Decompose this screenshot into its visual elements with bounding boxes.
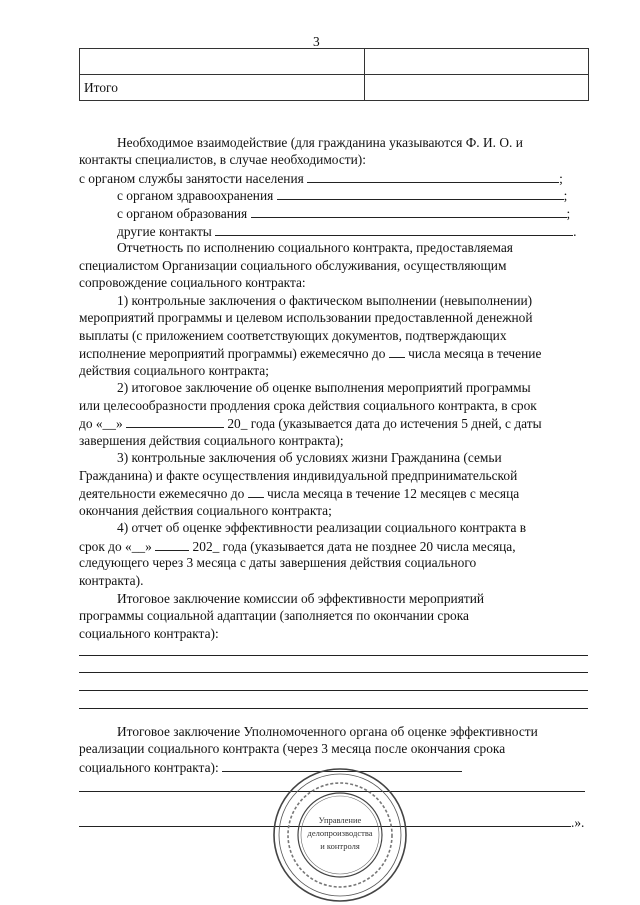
item4-text: 202_ года (указывается дата не позднее 20 числа месяца,	[192, 539, 516, 554]
table-cell	[80, 49, 365, 75]
health-blank	[277, 187, 564, 200]
item2-line	[79, 415, 542, 432]
employment-contact-row	[79, 170, 563, 187]
stamp-text: Управление	[318, 815, 362, 825]
table-row	[80, 75, 589, 101]
authorized-text: социального контракта):	[79, 760, 219, 775]
month-blank	[126, 415, 224, 428]
punct: ;	[563, 188, 568, 203]
item2-text: до «__»	[79, 416, 123, 431]
item3-line: окончания действия социального контракта;	[79, 503, 332, 518]
punct: ;	[559, 171, 563, 186]
item4-text: срок до «__»	[79, 539, 152, 554]
item1-line: выплаты (с приложением соответствующих документов, подтверждающих	[79, 328, 507, 343]
stamp-text: и контроля	[320, 841, 360, 851]
commission-line: социального контракта):	[79, 626, 219, 641]
table-cell-total-label: Итого	[80, 75, 365, 101]
item3-line: 3) контрольные заключения об условиях жизни Гражданина (семьи	[117, 450, 502, 465]
employment-blank	[307, 170, 559, 183]
item2-line: 2) итоговое заключение об оценке выполнения мероприятий программы	[117, 380, 531, 395]
authorized-line: Итоговое заключение Уполномоченного органа об оценке эффективности	[117, 724, 538, 739]
page-number: 3	[313, 34, 320, 49]
reporting-line: сопровождение социального контракта:	[79, 275, 306, 290]
item3-line: Гражданина) и факте осуществления индивидуальной предпринимательской	[79, 468, 518, 483]
punct: .	[573, 224, 577, 239]
day-blank	[389, 345, 405, 358]
totals-table	[79, 48, 589, 101]
closing-punct: .».	[571, 815, 585, 830]
table-cell	[365, 49, 589, 75]
blank-line	[79, 655, 588, 656]
item3-text: числа месяца в течение 12 месяцев с месяца	[267, 486, 520, 501]
health-contact-row	[117, 187, 567, 204]
other-blank	[215, 223, 573, 236]
punct: ;	[566, 206, 571, 221]
item2-line: или целесообразности продления срока действия социального контракта, в срок	[79, 398, 537, 413]
commission-line: программы социальной адаптации (заполняется по окончании срока	[79, 608, 469, 623]
education-contact-row	[117, 205, 570, 222]
item1-line	[79, 345, 541, 362]
reporting-line: специалистом Организации социального обслуживания, осуществляющим	[79, 258, 507, 273]
item1-text: исполнение мероприятий программы) ежемесячно до	[79, 346, 386, 361]
table-cell	[365, 75, 589, 101]
education-label: с органом образования	[117, 206, 248, 221]
education-blank	[251, 205, 567, 218]
stamp-text: делопроизводства	[307, 828, 373, 838]
other-contact-row	[117, 223, 577, 240]
item3-text: деятельности ежемесячно до	[79, 486, 245, 501]
item1-line: действия социального контракта;	[79, 363, 269, 378]
item3-line	[79, 485, 519, 502]
seal-stamp-icon	[270, 765, 410, 905]
authorized-line: реализации социального контракта (через 3 месяца после окончания срока	[79, 741, 506, 756]
item1-line: 1) контрольные заключения о фактическом выполнении (невыполнении)	[117, 293, 533, 308]
employment-label: с органом службы занятости населения	[79, 171, 304, 186]
item4-line: контракта).	[79, 573, 144, 588]
item2-text: 20_ года (указывается дата до истечения 5 дней, с даты	[227, 416, 542, 431]
health-label: с органом здравоохранения	[117, 188, 274, 203]
interaction-line: Необходимое взаимодействие (для гражданина указываются Ф. И. О. и	[117, 135, 523, 150]
reporting-line: Отчетность по исполнению социального контракта, предоставляемая	[117, 240, 513, 255]
item4-line: 4) отчет об оценке эффективности реализации социального контракта в	[117, 520, 527, 535]
other-label: другие контакты	[117, 224, 212, 239]
month-blank	[155, 538, 189, 551]
blank-line	[79, 708, 588, 709]
blank-line	[79, 672, 588, 673]
item1-text: числа месяца в течение	[408, 346, 542, 361]
item1-line: мероприятий программы и целевом использовании предоставленной денежной	[79, 310, 533, 325]
table-row	[80, 49, 589, 75]
item2-line: завершения действия социального контракта);	[79, 433, 344, 448]
item4-line	[79, 538, 516, 555]
blank-line	[79, 690, 588, 691]
item4-line: следующего через 3 месяца с даты завершения действия социального	[79, 555, 477, 570]
commission-line: Итоговое заключение комиссии об эффективности мероприятий	[117, 591, 485, 606]
day-blank	[248, 485, 264, 498]
interaction-line: контакты специалистов, в случае необходимости):	[79, 152, 366, 167]
